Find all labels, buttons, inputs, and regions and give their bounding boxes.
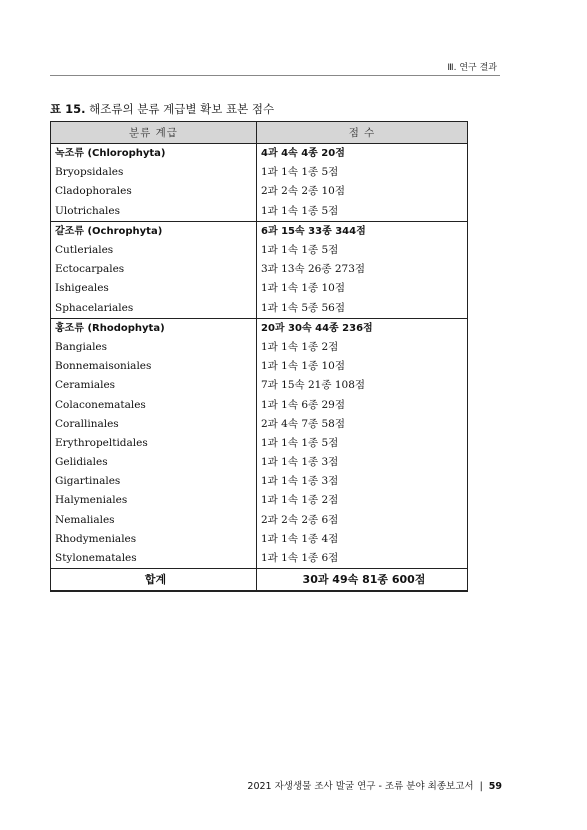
table-row (51, 415, 468, 434)
order-score: 1과 1속 6종 29점 (257, 395, 468, 414)
order-name: Ectocarpales (51, 260, 257, 279)
page-number: 59 (488, 781, 502, 792)
order-score: 1과 1속 1종 2점 (257, 491, 468, 510)
order-score: 1과 1속 1종 10점 (257, 357, 468, 376)
group-row-rhodophyta (51, 318, 468, 338)
order-name: Erythropeltidales (51, 434, 257, 453)
table-row (51, 395, 468, 414)
order-score: 1과 1속 1종 3점 (257, 453, 468, 472)
table-row (51, 549, 468, 569)
order-name: Ceramiales (51, 376, 257, 395)
table-row (51, 491, 468, 510)
caption-label: 표 15. (50, 102, 86, 116)
table-row (51, 511, 468, 530)
order-score: 1과 1속 1종 4점 (257, 530, 468, 549)
table-row (51, 279, 468, 298)
order-score: 1과 1속 5종 56점 (257, 299, 468, 319)
order-score: 2과 4속 7종 58점 (257, 415, 468, 434)
order-name: Gelidiales (51, 453, 257, 472)
order-name: Ulotrichales (51, 202, 257, 222)
table-row (51, 202, 468, 222)
table-row (51, 434, 468, 453)
total-label: 합계 (51, 569, 257, 592)
group-score: 4과 4속 4종 20점 (257, 144, 468, 164)
group-name: 갈조류 (Ochrophyta) (51, 221, 257, 241)
order-score: 1과 1속 1종 5점 (257, 241, 468, 260)
order-name: Gigartinales (51, 472, 257, 491)
caption-text: 해조류의 분류 계급별 확보 표본 점수 (89, 102, 275, 116)
table-row (51, 357, 468, 376)
order-score: 1과 1속 1종 6점 (257, 549, 468, 569)
table-row (51, 472, 468, 491)
table-row (51, 260, 468, 279)
order-score: 1과 1속 1종 5점 (257, 163, 468, 182)
table-header-row (51, 122, 468, 144)
order-name: Bryopsidales (51, 163, 257, 182)
report-title: 2021 자생생물 조사 발굴 연구 - 조류 분야 최종보고서 (247, 781, 474, 792)
group-row-ochrophyta (51, 221, 468, 241)
table-row (51, 241, 468, 260)
order-name: Colaconematales (51, 395, 257, 414)
table-row (51, 299, 468, 319)
order-name: Cutleriales (51, 241, 257, 260)
order-score: 1과 1속 1종 5점 (257, 202, 468, 222)
order-score: 1과 1속 1종 3점 (257, 472, 468, 491)
running-header: Ⅲ. 연구 결과 (447, 63, 497, 73)
order-score: 7과 15속 21종 108점 (257, 376, 468, 395)
table-row (51, 182, 468, 201)
table-row (51, 453, 468, 472)
group-score: 6과 15속 33종 344점 (257, 221, 468, 241)
group-row-chlorophyta (51, 144, 468, 164)
order-name: Halymeniales (51, 491, 257, 510)
order-score: 1과 1속 1종 2점 (257, 338, 468, 357)
header-score: 점 수 (257, 122, 468, 144)
group-name: 녹조류 (Chlorophyta) (51, 144, 257, 164)
table-caption (50, 101, 274, 117)
header-divider (50, 75, 500, 76)
specimen-score-table (50, 121, 468, 592)
total-score: 30과 49속 81종 600점 (257, 569, 468, 592)
table-row (51, 376, 468, 395)
order-name: Sphacelariales (51, 299, 257, 319)
group-name: 홍조류 (Rhodophyta) (51, 318, 257, 338)
total-row (51, 569, 468, 592)
order-score: 1과 1속 1종 5점 (257, 434, 468, 453)
order-name: Nemaliales (51, 511, 257, 530)
order-name: Cladophorales (51, 182, 257, 201)
order-name: Stylonematales (51, 549, 257, 569)
header-classification: 분류 계급 (51, 122, 257, 144)
order-name: Bonnemaisoniales (51, 357, 257, 376)
order-score: 1과 1속 1종 10점 (257, 279, 468, 298)
table-row (51, 163, 468, 182)
table-row (51, 338, 468, 357)
order-name: Rhodymeniales (51, 530, 257, 549)
order-score: 2과 2속 2종 6점 (257, 511, 468, 530)
footer-separator: | (479, 781, 483, 792)
page-footer (247, 778, 502, 792)
order-score: 2과 2속 2종 10점 (257, 182, 468, 201)
table-row (51, 530, 468, 549)
order-score: 3과 13속 26종 273점 (257, 260, 468, 279)
order-name: Corallinales (51, 415, 257, 434)
order-name: Bangiales (51, 338, 257, 357)
group-score: 20과 30속 44종 236점 (257, 318, 468, 338)
order-name: Ishigeales (51, 279, 257, 298)
